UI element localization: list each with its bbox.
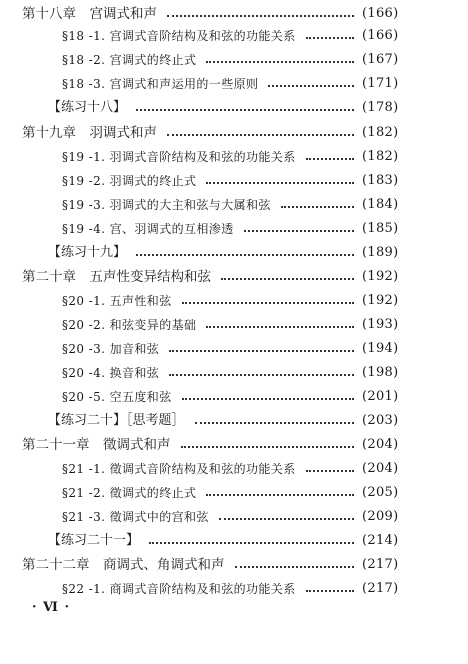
dot-leader xyxy=(244,230,354,232)
chapter-entry xyxy=(0,555,468,575)
page-number: (185) xyxy=(362,221,399,236)
dot-leader xyxy=(167,134,354,136)
dot-leader xyxy=(182,398,354,400)
page-number-footer: · Ⅵ · xyxy=(32,600,71,615)
page-number: (198) xyxy=(362,365,399,380)
page-number: (209) xyxy=(362,509,399,524)
entry-title: §18 -1. 宫调式音阶结构及和弦的功能关系 xyxy=(62,29,296,43)
page-number: (214) xyxy=(362,533,399,548)
dot-leader xyxy=(306,37,354,39)
section-entry xyxy=(0,363,468,383)
dot-leader xyxy=(149,542,354,544)
entry-title: §22 -1. 商调式音阶结构及和弦的功能关系 xyxy=(62,582,296,596)
entry-title: §20 -3. 加音和弦 xyxy=(62,342,160,356)
page-number: (184) xyxy=(362,197,399,212)
page-number: (201) xyxy=(362,389,399,404)
dot-leader xyxy=(169,374,354,376)
page-number: (189) xyxy=(362,245,399,260)
page-number: (182) xyxy=(362,125,399,140)
page-number: (217) xyxy=(362,557,399,572)
section-entry xyxy=(0,219,468,239)
entry-title: §20 -4. 换音和弦 xyxy=(62,366,160,380)
entry-title: 【练习二十一】 xyxy=(48,533,140,548)
entry-title: §19 -2. 羽调式的终止式 xyxy=(62,174,197,188)
chapter-entry xyxy=(0,435,468,455)
dot-leader xyxy=(206,494,354,496)
page-number: (193) xyxy=(362,317,399,332)
section-entry xyxy=(0,74,468,94)
entry-title: 【练习二十】［思考题］ xyxy=(48,413,185,428)
entry-title: 【练习十九】 xyxy=(48,245,127,260)
dot-leader xyxy=(306,470,354,472)
entry-title: 第二十二章 商调式、角调式和声 xyxy=(22,557,225,573)
section-entry xyxy=(0,315,468,335)
section-entry xyxy=(0,387,468,407)
page-number: (194) xyxy=(362,341,399,356)
dot-leader xyxy=(306,158,354,160)
dot-leader xyxy=(169,350,354,352)
page-number: (217) xyxy=(362,581,399,596)
page-number: (192) xyxy=(362,293,399,308)
section-entry xyxy=(0,147,468,167)
section-entry xyxy=(0,459,468,479)
dot-leader xyxy=(167,15,354,17)
entry-title: §18 -2. 宫调式的终止式 xyxy=(62,53,197,67)
exercise-entry xyxy=(0,411,468,431)
section-entry xyxy=(0,50,468,70)
entry-title: §19 -3. 羽调式的大主和弦与大属和弦 xyxy=(62,198,271,212)
entry-title: 第二十一章 徵调式和声 xyxy=(22,437,171,453)
section-entry xyxy=(0,339,468,359)
exercise-entry xyxy=(0,531,468,551)
entry-title: §19 -1. 羽调式音阶结构及和弦的功能关系 xyxy=(62,150,296,164)
dot-leader xyxy=(195,422,354,424)
entry-title: §20 -5. 空五度和弦 xyxy=(62,390,172,404)
dot-leader xyxy=(182,302,354,304)
entry-title: §20 -1. 五声性和弦 xyxy=(62,294,172,308)
page-number: (192) xyxy=(362,269,399,284)
page-number: (166) xyxy=(362,28,399,43)
section-entry xyxy=(0,507,468,527)
section-entry xyxy=(0,26,468,46)
chapter-entry xyxy=(0,123,468,143)
section-entry xyxy=(0,291,468,311)
dot-leader xyxy=(268,85,354,87)
page-number: (205) xyxy=(362,485,399,500)
dot-leader xyxy=(219,518,354,520)
page-number: (166) xyxy=(362,6,399,21)
chapter-entry xyxy=(0,4,468,24)
dot-leader xyxy=(181,446,355,448)
page-number: (167) xyxy=(362,52,399,67)
entry-title: §21 -1. 徵调式音阶结构及和弦的功能关系 xyxy=(62,462,296,476)
entry-title: §21 -2. 徵调式的终止式 xyxy=(62,486,197,500)
section-entry xyxy=(0,195,468,215)
exercise-entry xyxy=(0,243,468,263)
page-number: (203) xyxy=(362,413,399,428)
exercise-entry xyxy=(0,98,468,118)
page-number: (204) xyxy=(362,461,399,476)
page-number: (183) xyxy=(362,173,399,188)
entry-title: 【练习十八】 xyxy=(48,100,127,115)
section-entry xyxy=(0,579,468,599)
page-number: (178) xyxy=(362,100,399,115)
entry-title: §21 -3. 徵调式中的宫和弦 xyxy=(62,510,209,524)
dot-leader xyxy=(206,182,354,184)
entry-title: §20 -2. 和弦变异的基础 xyxy=(62,318,197,332)
page-number: (204) xyxy=(362,437,399,452)
entry-title: 第十九章 羽调式和声 xyxy=(22,125,157,141)
entry-title: §18 -3. 宫调式和声运用的一些原则 xyxy=(62,77,259,91)
dot-leader xyxy=(306,590,354,592)
dot-leader xyxy=(136,254,354,256)
dot-leader xyxy=(136,109,354,111)
section-entry xyxy=(0,171,468,191)
dot-leader xyxy=(206,61,354,63)
entry-title: 第二十章 五声性变异结构和弦 xyxy=(22,269,211,285)
section-entry xyxy=(0,483,468,503)
dot-leader xyxy=(206,326,354,328)
page-number: (182) xyxy=(362,149,399,164)
dot-leader xyxy=(221,278,354,280)
page-number: (171) xyxy=(362,76,399,91)
dot-leader xyxy=(235,566,355,568)
dot-leader xyxy=(281,206,354,208)
entry-title: §19 -4. 宫、羽调式的互相渗透 xyxy=(62,222,234,236)
chapter-entry xyxy=(0,267,468,287)
entry-title: 第十八章 宫调式和声 xyxy=(22,6,157,22)
